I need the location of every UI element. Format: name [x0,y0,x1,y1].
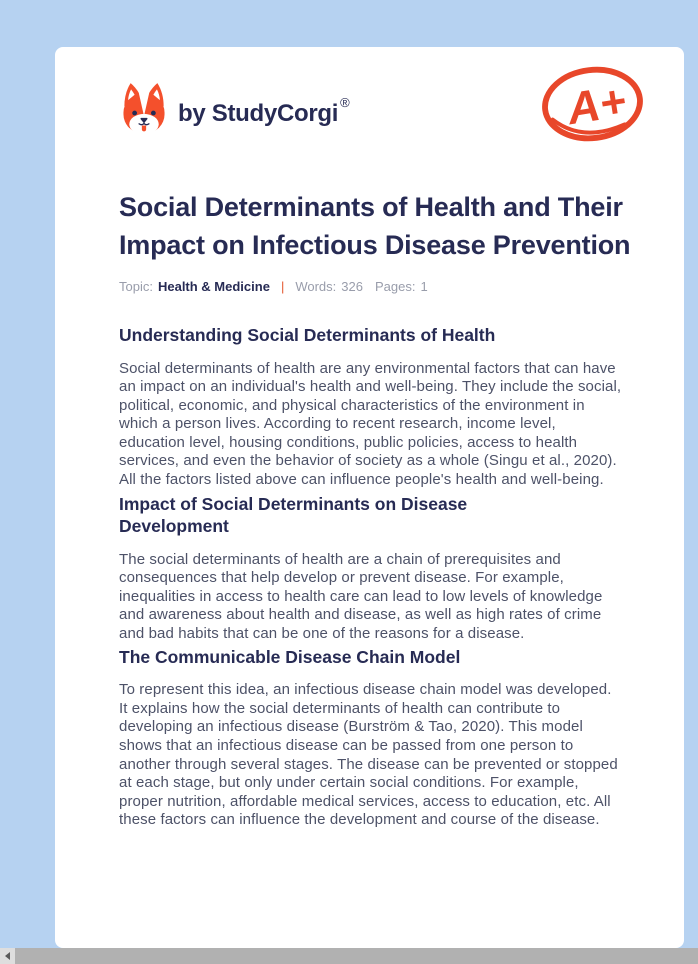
section-impact-on-disease [119,493,634,644]
brand-logo-link[interactable] [119,82,349,141]
brand-text: by StudyCorgi ® [178,95,350,127]
section-heading: Understanding Social Determinants of Health [119,325,496,345]
scrollbar-thumb[interactable] [15,948,698,964]
words-value: 326 [341,279,363,294]
registered-trademark: ® [340,95,350,110]
pages-label: Pages: [374,279,416,294]
section-paragraph: The social determinants of health are a chain of prerequisites and consequences that help develop or prevent disease. For example, inequalities in access to health care can lead to low levels of knowledge and awareness about health and disease, as well as high rates of crime and bad habits that can be one of the reasons for a disease. [119,550,603,643]
section-paragraph: Social determinants of health are any environmental factors that can have an impact on an individual's health and well-being. They include the social, political, economic, and physical characteristics of the environment in which a person lives. According to recent research, income level, education level, housing conditions, public policies, access to health services, and even the behavior of society as a whole (Singu et al., 2020). All the factors listed above can influence people's health and well-being. [119,359,622,489]
a-plus-stamp-icon [539,63,646,152]
meta-separator: | [280,279,285,294]
article-content [55,47,684,830]
pages-value: 1 [420,279,428,294]
topic-label: Topic: [119,279,153,294]
section-disease-chain-model [119,646,634,830]
article-card [55,47,684,948]
section-heading: Impact of Social Determinants on Disease Development [119,493,468,537]
section-heading: The Communicable Disease Chain Model [119,646,461,667]
page-header [119,63,634,152]
words-label: Words: [295,279,337,294]
stamp-grade-text: A+ [563,75,630,135]
page-title: Social Determinants of Health and Their Impact on Infectious Disease Prevention [119,192,631,260]
topic-link[interactable]: Health & Medicine [157,279,270,294]
section-paragraph: To represent this idea, an infectious disease chain model was developed. It explains how the social determinants of health can contribute to developing an infectious disease (Burström & Tao, 2020). This model shows that an infectious disease can be passed from one person to another through several stages. The disease can be prevented or stopped at each stage, but only under certain social conditions. For example, proper nutrition, affordable medical services, access to education, etc. All these factors can influence the development and course of the disease. [119,681,618,829]
article-meta [119,279,634,295]
scroll-left-arrow-icon [5,952,10,960]
scroll-left-button[interactable] [0,948,15,964]
corgi-logo-icon [119,82,169,141]
section-understanding-determinants [119,324,634,490]
horizontal-scrollbar[interactable] [0,948,698,964]
